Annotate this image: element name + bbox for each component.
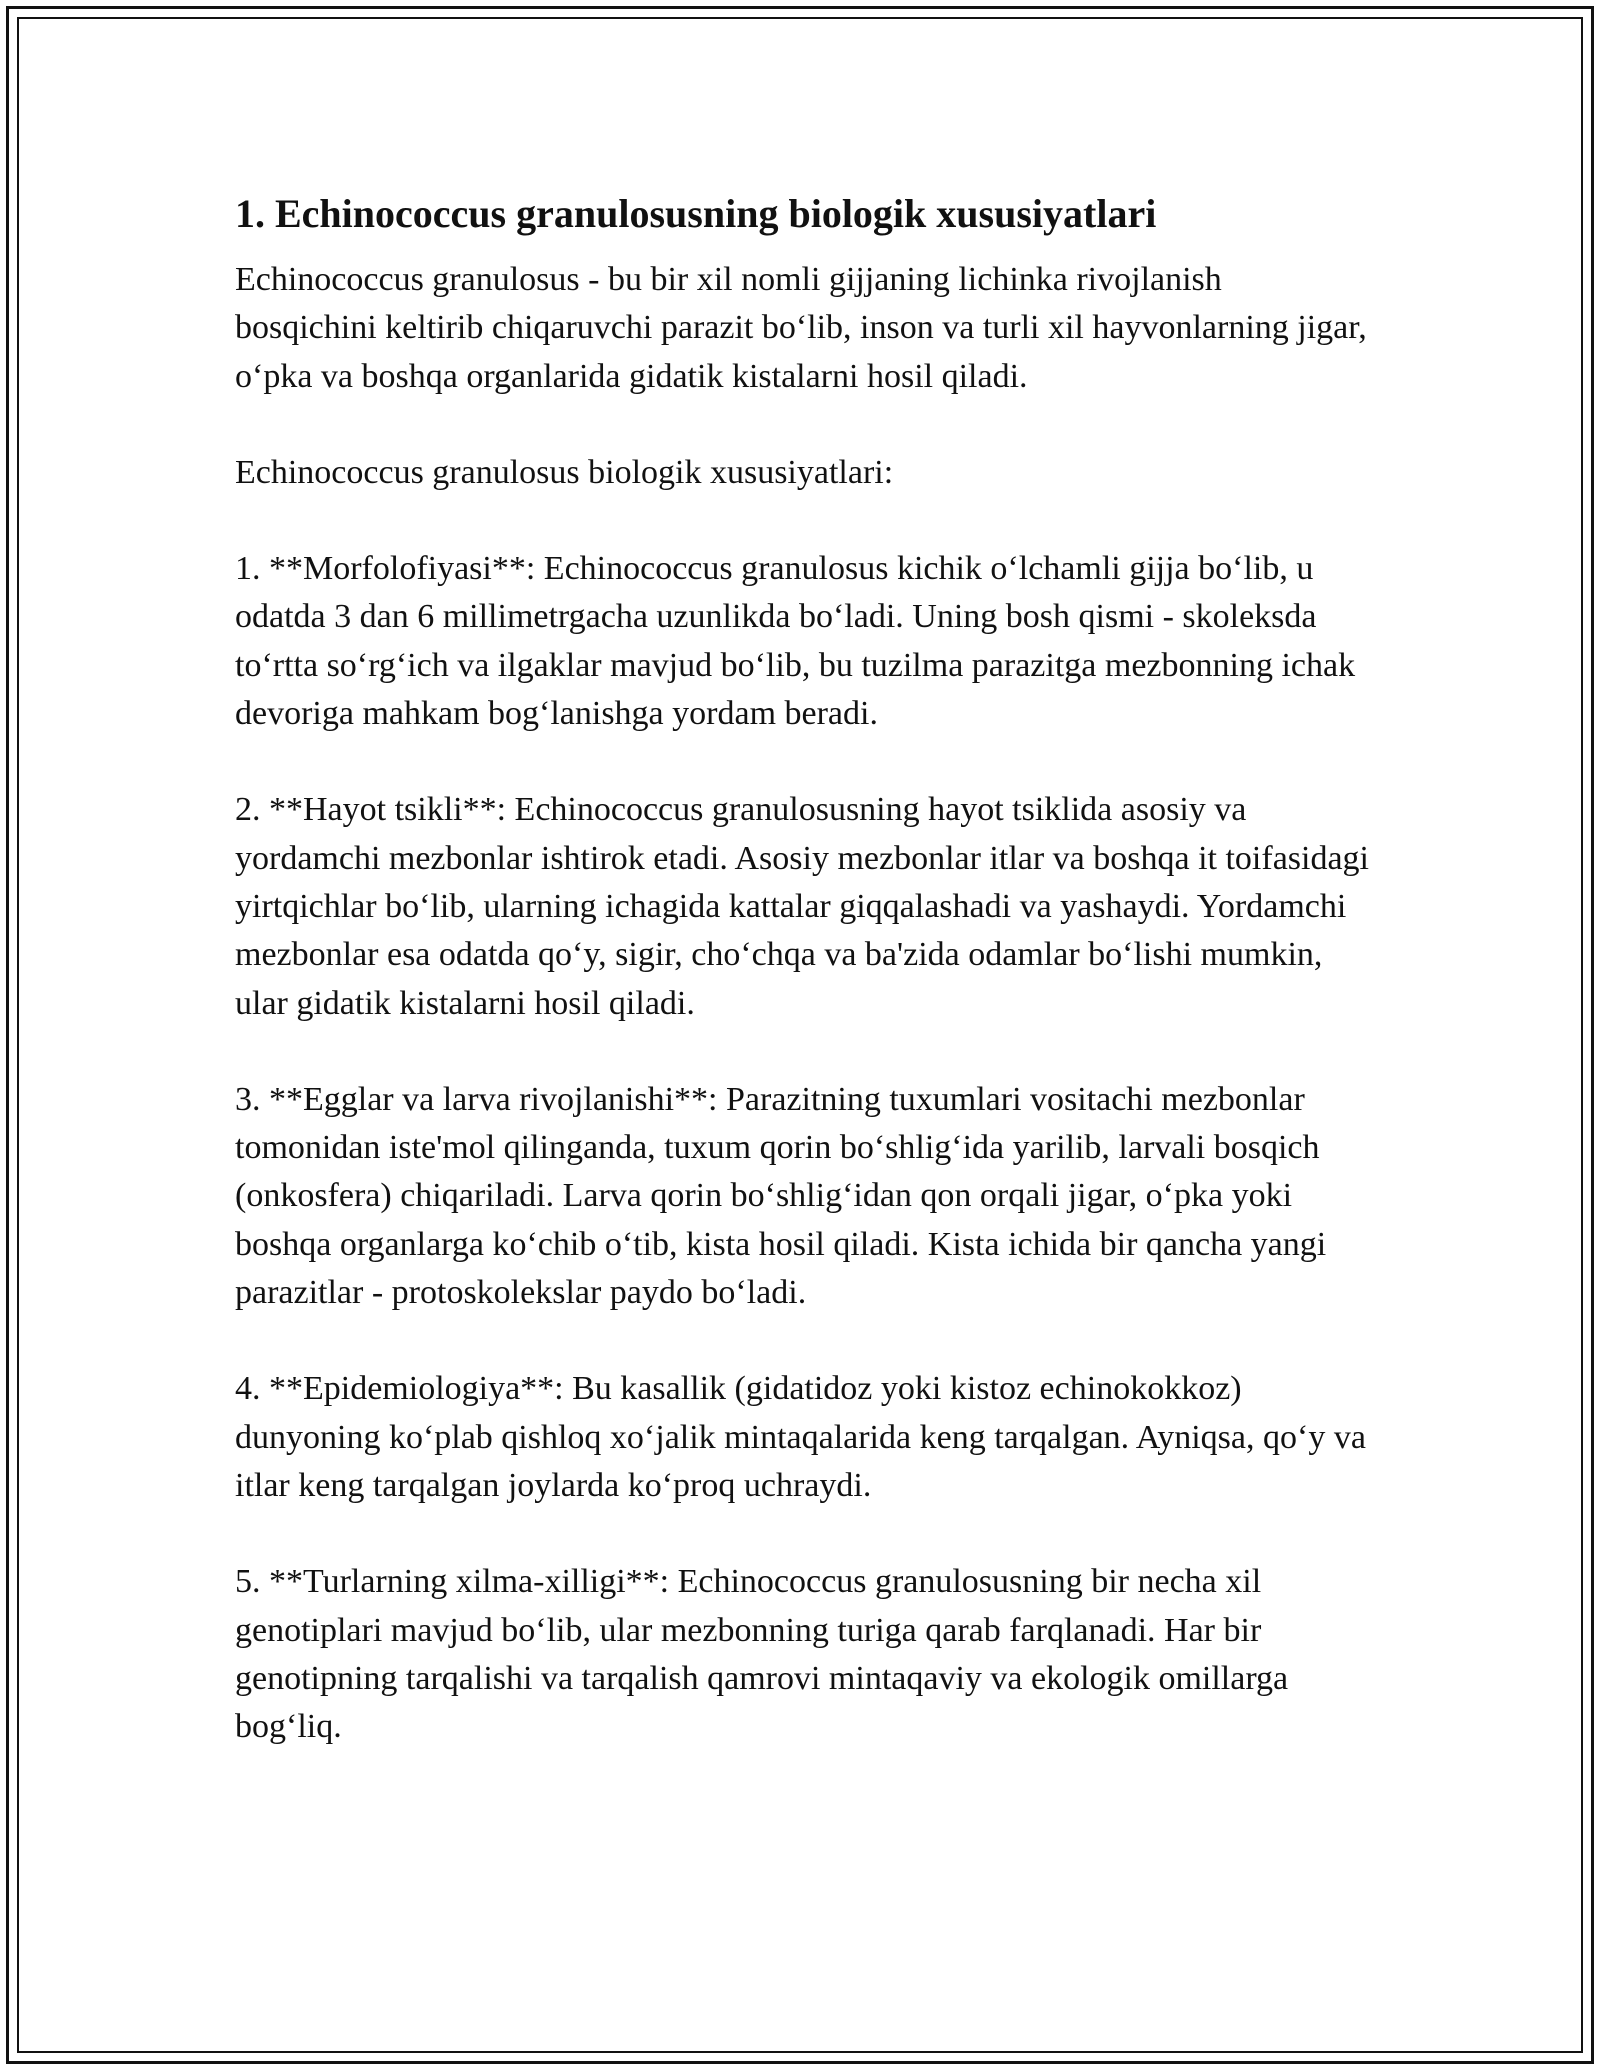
paragraph-list-heading: Echinococcus granulosus biologik xususiyatlari: <box>235 453 894 491</box>
paragraph-epidemiology: 4. **Epidemiologiya**: Bu kasallik (gidatidoz yoki kistoz echinokokkoz) dunyoning ko‘plab qishloq xo‘jalik mintaqalarida keng tarqalgan. Ayniqsa, qo‘y va itlar keng tarqalgan joylarda ko‘proq uchraydi. <box>235 1370 1366 1504</box>
paragraph-eggs-larva: 3. **Egglar va larva rivojlanishi**: Parazitning tuxumlari vositachi mezbonlar tomonidan iste'mol qilinganda, tuxum qorin bo‘shlig‘ida yarilib, larvali bosqich (onkosfera) chiqariladi. Larva qorin bo‘shlig‘idan qon orqali jigar, o‘pka yoki boshqa organlarga ko‘chib o‘tib, kista hosil qiladi. Kista ichida bir qancha yangi parazitlar - protoskolekslar paydo bo‘ladi. <box>235 1080 1327 1312</box>
paragraph-intro: Echinococcus granulosus - bu bir xil nomli gijjaning lichinka rivojlanish bosqichini keltirib chiqaruvchi parazit bo‘lib, inson va turli xil hayvonlarning jigar, o‘pka va boshqa organlarida gidatik kistalarni hosil qiladi. <box>235 261 1367 395</box>
document-body <box>235 186 1370 1799</box>
paragraph-morphology: 1. **Morfolofiyasi**: Echinococcus granulosus kichik o‘lchamli gijja bo‘lib, u odatda 3 dan 6 millimetrgacha uzunlikda bo‘ladi. Uning bosh qismi - skoleksda to‘rtta so‘rg‘ich va ilgaklar mavjud bo‘lib, bu tuzilma parazitga mezbonning ichak devoriga mahkam bog‘lanishga yordam beradi. <box>235 550 1356 733</box>
paragraph-life-cycle: 2. **Hayot tsikli**: Echinococcus granulosusning hayot tsiklida asosiy va yordamchi mezbonlar ishtirok etadi. Asosiy mezbonlar itlar va boshqa it toifasidagi yirtqichlar bo‘lib, ularning ichagida kattalar giqqalashadi va yashaydi. Yordamchi mezbonlar esa odatda qo‘y, sigir, cho‘chqa va ba'zida odamlar bo‘lishi mumkin, ular gidatik kistalarni hosil qiladi. <box>235 791 1370 1022</box>
document-title: 1. Echinococcus granulosusning biologik xususiyatlari <box>235 191 1157 236</box>
paragraph-diversity: 5. **Turlarning xilma-xilligi**: Echinococcus granulosusning bir necha xil genotiplari mavjud bo‘lib, ular mezbonning turiga qarab farqlanadi. Har bir genotipning tarqalishi va tarqalish qamrovi mintaqaviy va ekologik omillarga bog‘liq. <box>235 1563 1289 1746</box>
